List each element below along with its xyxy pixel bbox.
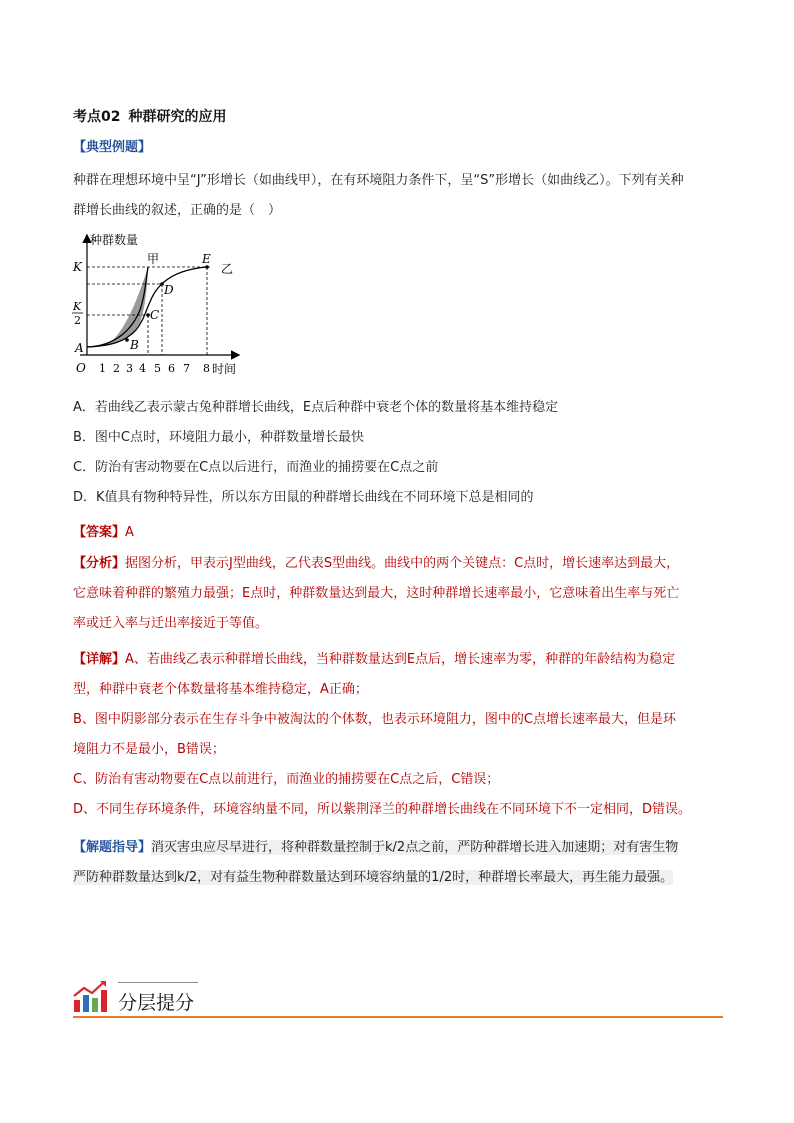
guide-label: 【解题指导】 xyxy=(73,840,152,855)
footer-top-divider xyxy=(118,982,198,983)
detail-line-4: 境阻力不是最小，B错误； xyxy=(73,742,225,757)
analysis-line-2: 它意味着种群的繁殖力最强；E点时，种群数量达到最大，这时种群增长速率最小，它意味着出生率与死亡 xyxy=(73,586,680,601)
curve-s-label: 乙 xyxy=(221,262,234,276)
y-half-k-den: 2 xyxy=(74,314,81,327)
detail-line-6: D、不同生存环境条件，环境容纳量不同，所以紫荆泽兰的种群增长曲线在不同环境下不一定相同，D错误。 xyxy=(73,802,692,817)
analysis-line-1: 据图分析，甲表示J型曲线，乙代表S型曲线。曲线中的两个关键点：C点时，增长速率达到最大， xyxy=(125,556,680,571)
analysis-block xyxy=(73,549,723,639)
question-text xyxy=(73,166,723,226)
x-tick-1: 1 xyxy=(99,362,106,375)
x-axis-label: 时间 xyxy=(212,362,237,376)
answer-label: 【答案】 xyxy=(73,525,126,540)
section-number: 考点02 xyxy=(73,109,121,125)
x-tick-7: 7 xyxy=(183,362,190,375)
detail-block xyxy=(73,645,723,825)
example-tag: 【典型例题】 xyxy=(73,140,152,155)
detail-line-2: 型，种群中衰老个体数量将基本维持稳定，A正确； xyxy=(73,682,368,697)
point-e-label: E xyxy=(202,252,211,266)
x-tick-origin: O xyxy=(76,361,86,375)
option-b: B．图中C点时，环境阻力最小，种群数量增长最快 xyxy=(73,430,364,445)
options-list xyxy=(73,393,723,513)
detail-label: 【详解】 xyxy=(73,652,126,667)
shaded-resistance-area-2 xyxy=(87,267,148,347)
point-c-label: C xyxy=(150,308,160,322)
footer-divider xyxy=(73,1016,723,1018)
point-b-dot xyxy=(125,338,129,342)
x-tick-4: 4 xyxy=(139,362,146,375)
x-tick-5: 5 xyxy=(154,362,161,375)
answer-value: A xyxy=(125,525,134,540)
detail-line-3: B、图中阴影部分表示在生存斗争中被淘汰的个体数，也表示环境阻力，图中的C点增长速率最大，但是环 xyxy=(73,712,676,727)
x-tick-8: 8 xyxy=(203,362,210,375)
section-title-text: 种群研究的应用 xyxy=(128,109,227,125)
point-d-label: D xyxy=(164,283,174,297)
curve-j-label: 甲 xyxy=(147,252,160,266)
x-tick-3: 3 xyxy=(126,362,133,375)
guide-block xyxy=(73,833,723,893)
detail-line-1: A、若曲线乙表示种群增长曲线，当种群数量达到E点后，增长速率为零，种群的年龄结构为稳定 xyxy=(125,652,676,667)
y-axis-label: 种群数量 xyxy=(90,233,139,247)
analysis-line-3: 率或迁入率与迁出率接近于等值。 xyxy=(73,616,269,631)
y-half-k-num: K xyxy=(73,300,82,313)
question-line-2: 群增长曲线的叙述，正确的是（ ） xyxy=(73,203,282,218)
answer-block xyxy=(73,518,723,548)
section-title xyxy=(73,106,226,126)
question-line-1: 种群在理想环境中呈“J”形增长（如曲线甲），在有环境阻力条件下，呈“S”形增长（如曲线乙）。下列有关种 xyxy=(73,173,684,188)
option-c: C．防治有害动物要在C点以后进行，而渔业的捕捞要在C点之前 xyxy=(73,460,439,475)
guide-line-1: 消灭害虫应尽早进行，将种群数量控制于k/2点之前，严防种群增长进入加速期；对有害生物 xyxy=(151,840,679,855)
option-d: D．K值具有物种特异性，所以东方田鼠的种群增长曲线在不同环境下总是相同的 xyxy=(73,490,534,505)
population-growth-figure xyxy=(70,230,250,380)
x-tick-2: 2 xyxy=(113,362,120,375)
option-a: A．若曲线乙表示蒙古兔种群增长曲线，E点后种群中衰老个体的数量将基本维持稳定 xyxy=(73,400,559,415)
point-a-label: A xyxy=(75,341,84,355)
guide-line-2: 严防种群数量达到k/2，对有益生物种群数量达到环境容纳量的1/2时，种群增长率最大，再生能力最强。 xyxy=(73,870,674,885)
footer-title: 分层提分 xyxy=(118,992,195,1014)
detail-line-5: C、防治有害动物要在C点以前进行，而渔业的捕捞要在C点之后，C错误； xyxy=(73,772,500,787)
analysis-label: 【分析】 xyxy=(73,556,126,571)
y-k-label: K xyxy=(73,260,82,274)
point-b-label: B xyxy=(130,338,139,352)
x-tick-6: 6 xyxy=(168,362,175,375)
chart-growth-icon xyxy=(72,980,108,1014)
